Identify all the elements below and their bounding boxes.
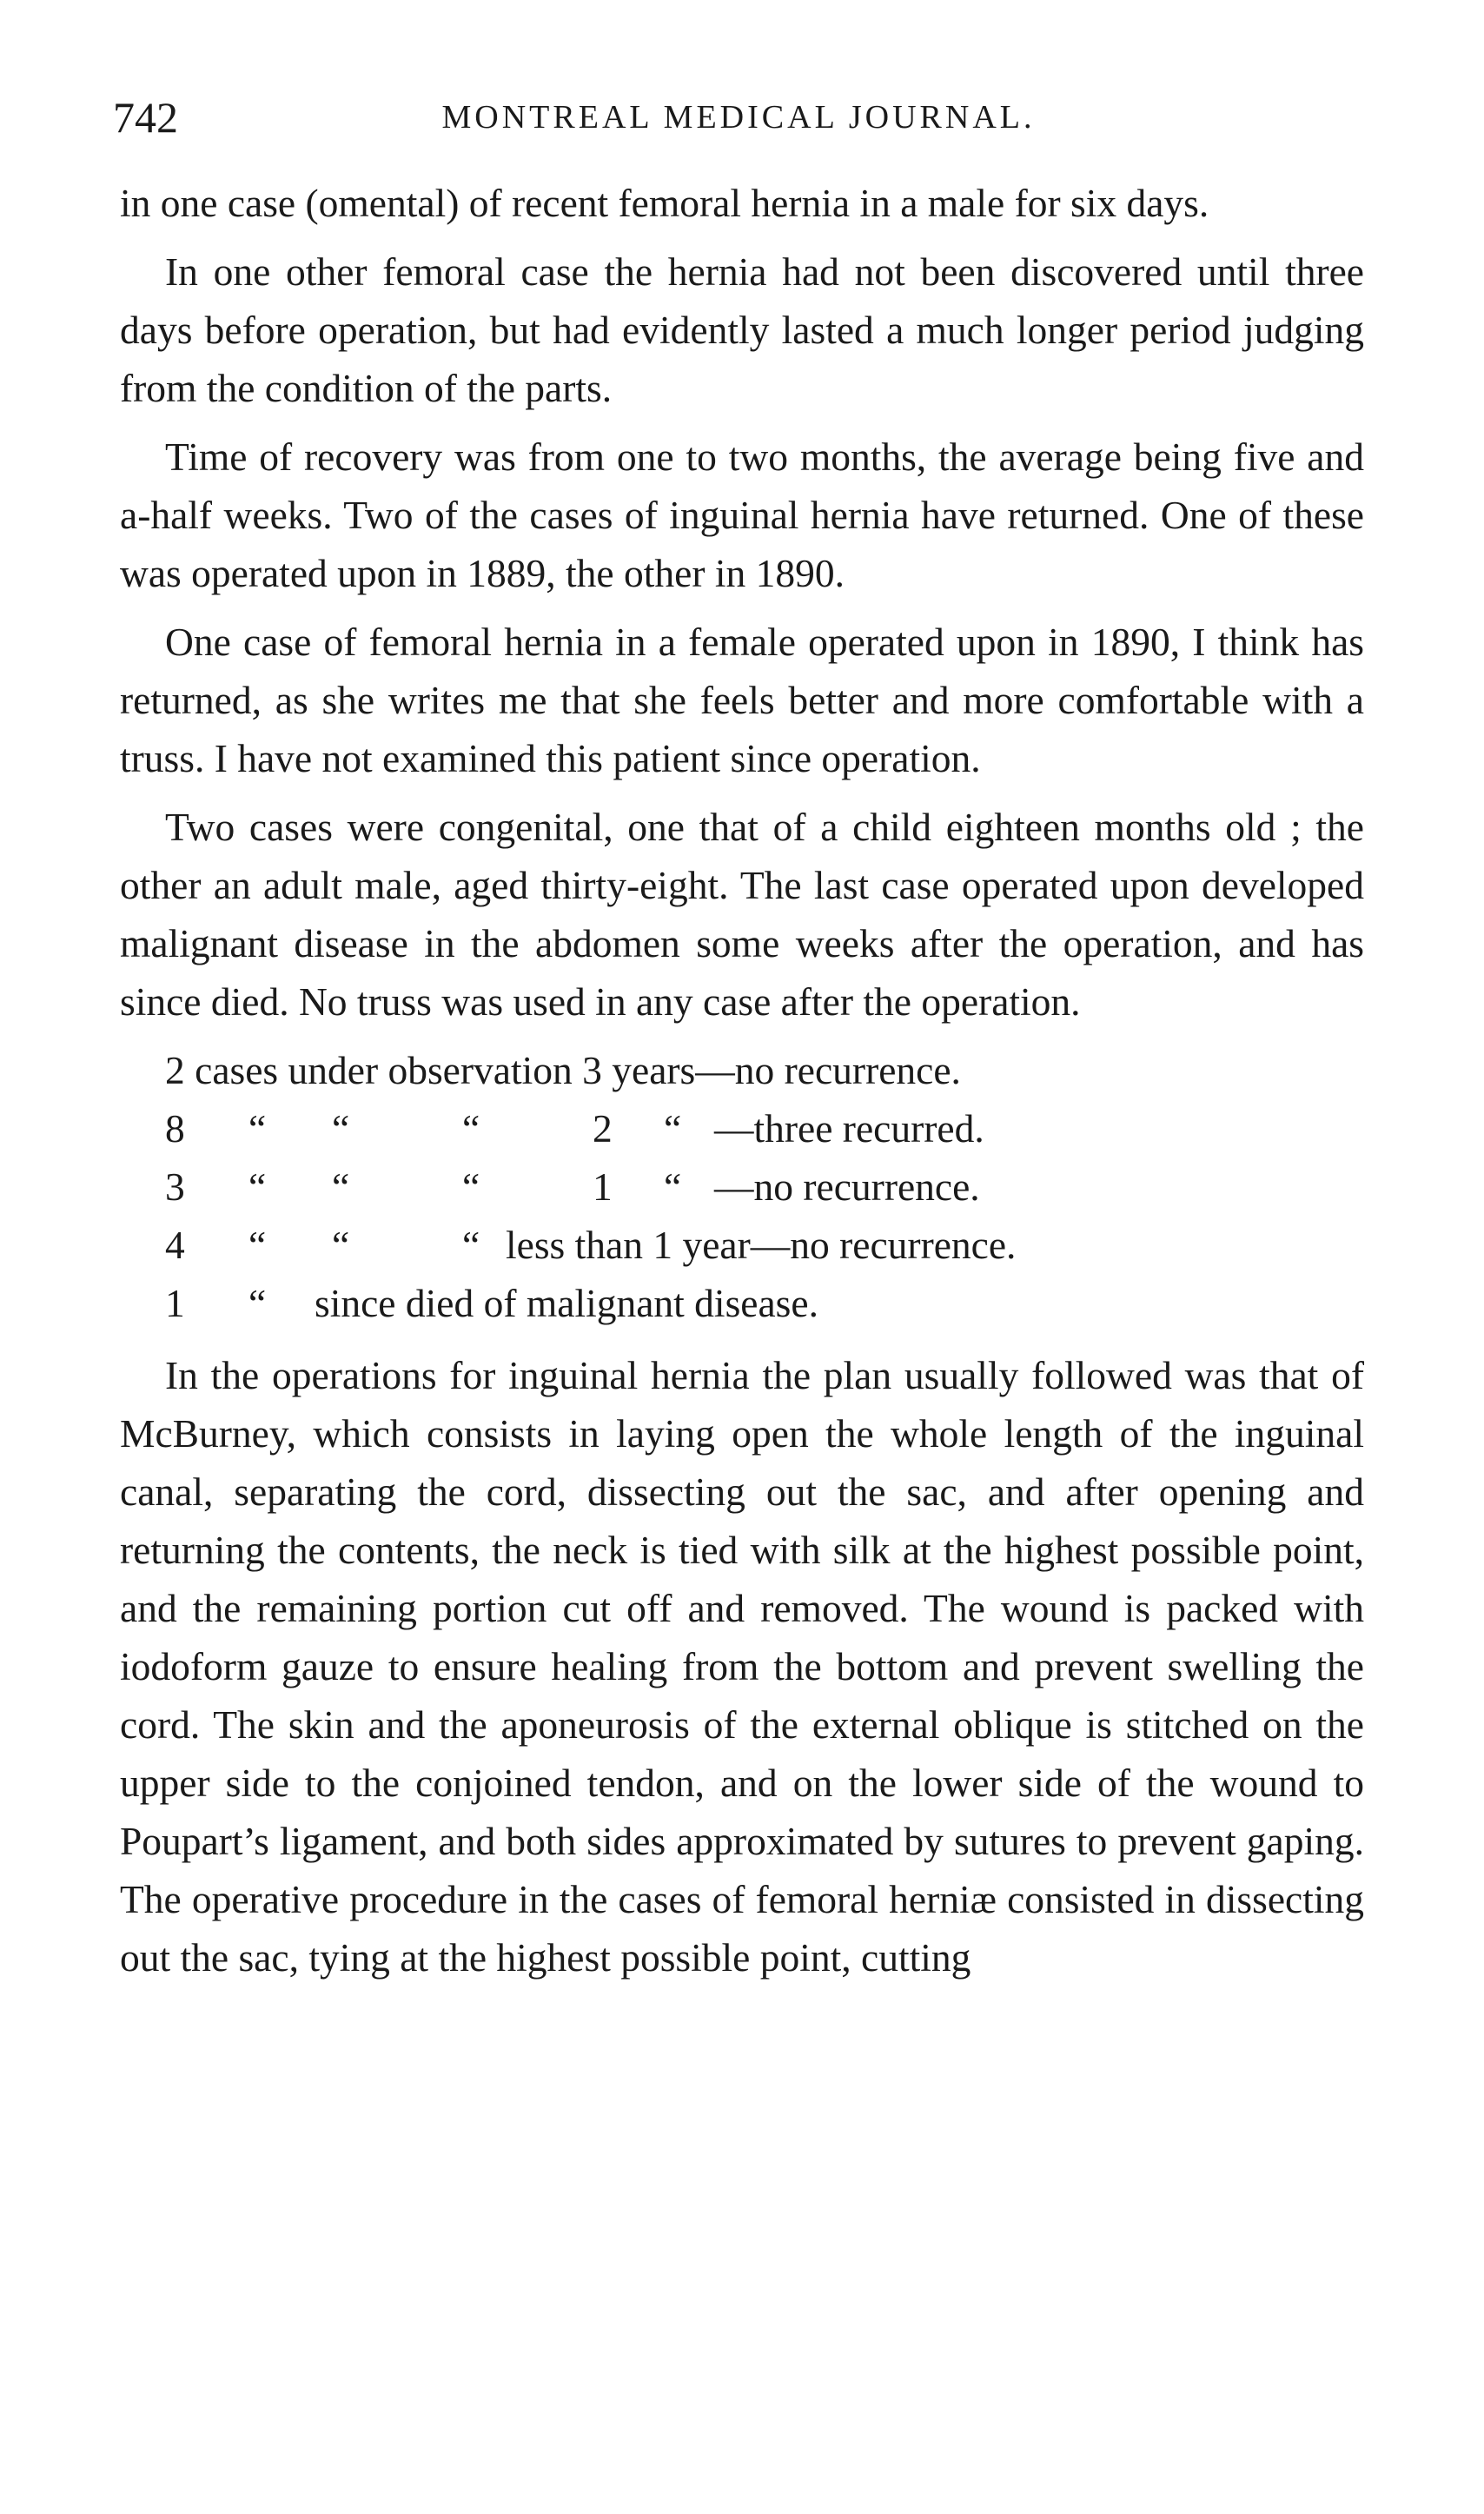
stat-years: 1	[593, 1164, 613, 1209]
paragraph-operations: In the operations for inguinal hernia the plan usually followed was that of McBurney, which consists in laying open the whole length of the inguinal canal, separating the cord, dissecting out the sac, and after opening and returning the contents, the neck is tied with silk at the highest possible point, and the remaining portion cut off and removed. The wound is packed with iodoform gauze to ensure healing from the bottom and prevent swelling the cord. The skin and the aponeurosis of the external oblique is stitched on the upper side to the conjoined tendon, and on the lower side of the wound to Poupart’s ligament, and both sides approximated by sutures to prevent gaping. The operative procedure in the cases of femoral herniæ consisted in dissecting out the sac, tying at the highest possible point, cutting	[120, 1353, 1364, 1980]
stat-years: 2	[593, 1106, 613, 1151]
stat-count: 8	[165, 1106, 185, 1151]
paragraph-congenital-cases: Two cases were congenital, one that of a child eighteen months old ; the other an adult male, aged thirty-eight. The last case operated upon developed malignant disease in the abdomen some weeks after the operation, and has since died. No truss was used in any case after the operation.	[120, 805, 1364, 1024]
ditto-mark: “	[462, 1106, 480, 1151]
paragraph-recovery-time: Time of recovery was from one to two months, the average being five and a-half weeks. Two of the cases of inguinal hernia have returned. One of these was operated upon in 1889, the other in 1890.	[120, 434, 1364, 595]
ditto-mark: “	[248, 1223, 267, 1267]
paragraph-continuation: in one case (omental) of recent femoral hernia in a male for six days.	[120, 181, 1209, 225]
stat-row	[165, 1216, 1364, 1274]
stat-row	[165, 1099, 1364, 1158]
stat-result: since died of malignant disease.	[315, 1281, 818, 1325]
ditto-mark: “	[332, 1106, 350, 1151]
stat-result: —three recurred.	[714, 1106, 984, 1151]
ditto-mark: “	[248, 1164, 267, 1209]
article-body	[120, 174, 1364, 1997]
page-number: 742	[113, 93, 178, 142]
stat-count: 4	[165, 1223, 185, 1267]
ditto-mark: “	[332, 1164, 350, 1209]
ditto-mark: “	[664, 1164, 682, 1209]
page-header	[113, 87, 1364, 148]
ditto-mark: “	[248, 1106, 267, 1151]
running-title: MONTREAL MEDICAL JOURNAL.	[441, 99, 1036, 136]
stat-row	[165, 1041, 1364, 1099]
paragraph-femoral-case: In one other femoral case the hernia had not been discovered until three days before operation, but had evidently lasted a much longer period judging from the condition of the parts.	[120, 249, 1364, 410]
stat-row	[165, 1274, 1364, 1332]
stat-count: 1	[165, 1281, 185, 1325]
stat-row-text: 2 cases under observation 3 years—no recurrence.	[165, 1048, 961, 1092]
ditto-mark: “	[248, 1281, 267, 1325]
stat-result: less than 1 year—no recurrence.	[506, 1223, 1017, 1267]
ditto-mark: “	[462, 1223, 480, 1267]
stat-count: 3	[165, 1164, 185, 1209]
ditto-mark: “	[462, 1164, 480, 1209]
observation-stats	[165, 1041, 1364, 1332]
ditto-mark: “	[332, 1223, 350, 1267]
stat-result: —no recurrence.	[714, 1164, 980, 1209]
paragraph-femoral-return: One case of femoral hernia in a female operated upon in 1890, I think has returned, as she writes me that she feels better and more comfortable with a truss. I have not examined this patient since operation.	[120, 620, 1364, 780]
stat-row	[165, 1158, 1364, 1216]
ditto-mark: “	[664, 1106, 682, 1151]
